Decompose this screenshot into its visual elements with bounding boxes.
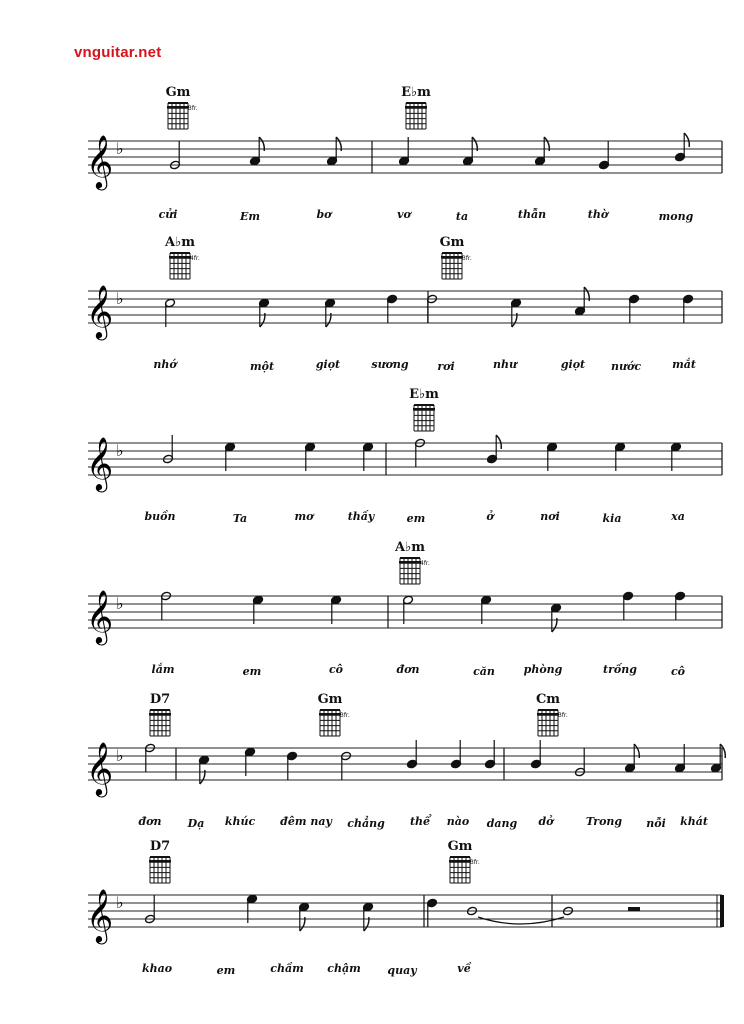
lyric-word: khát	[680, 815, 708, 828]
staff	[0, 431, 744, 491]
lyric-word: đơn	[138, 815, 162, 828]
lyric-word: ở	[486, 510, 494, 523]
lyric-word: thể	[409, 815, 431, 828]
lyric-word: kia	[602, 512, 622, 525]
lyric-word: như	[493, 358, 517, 371]
chord-name: D7	[149, 839, 171, 854]
lyric-word: chậm	[327, 962, 361, 975]
lyric-word: nhớ	[153, 358, 177, 371]
lyric-word: cô	[328, 663, 344, 676]
key-signature-flat: ♭	[116, 746, 124, 765]
lyric-word: xa	[671, 510, 685, 523]
treble-clef: 𝄞	[86, 741, 114, 795]
lyric-word: lắm	[151, 663, 175, 676]
lyric-word: nỗi	[646, 817, 666, 830]
chord-fret-label: 3fr.	[558, 712, 568, 719]
chord-fret-label: 3fr.	[470, 859, 480, 866]
lyric-word: Em	[239, 210, 261, 223]
key-signature-flat: ♭	[116, 139, 124, 158]
staff	[0, 129, 744, 189]
lyric-word: một	[249, 360, 275, 373]
chord-name: E♭m	[409, 387, 439, 402]
lyric-word: chẳng	[347, 817, 385, 830]
lyric-word: dở	[538, 815, 554, 828]
chord-diagram	[140, 692, 180, 707]
key-signature-flat: ♭	[116, 893, 124, 912]
lyric-word: buồn	[144, 510, 176, 523]
lyric-word: đêm nay	[280, 815, 332, 828]
lyric-word: em	[216, 964, 236, 977]
lyric-word: Trong	[585, 815, 623, 828]
lyric-word: sương	[371, 358, 409, 371]
rest	[628, 907, 640, 911]
lyric-word: căn	[473, 665, 495, 678]
chord-grid	[412, 403, 438, 433]
lyric-word: phòng	[523, 663, 563, 676]
chord-grid	[148, 708, 174, 738]
chord-diagram	[404, 387, 444, 402]
lyric-word: thấy	[347, 510, 375, 523]
treble-clef: 𝄞	[86, 134, 114, 188]
lyric-word: mong	[658, 210, 694, 223]
chord-name: D7	[149, 692, 171, 707]
chord-fret-label: 3fr.	[188, 105, 198, 112]
chord-fret-label: 4fr.	[420, 560, 430, 567]
lyric-word: cô	[670, 665, 686, 678]
note-flag	[684, 133, 689, 147]
staff	[0, 584, 744, 644]
tie	[478, 917, 564, 924]
lyric-word: quay	[387, 964, 417, 977]
chord-diagram	[310, 692, 350, 719]
lyric-word: em	[242, 665, 262, 678]
lyric-word: nào	[446, 815, 470, 828]
key-signature-flat: ♭	[116, 594, 124, 613]
chord-name: E♭m	[401, 85, 431, 100]
staff	[0, 279, 744, 339]
chord-diagram	[158, 85, 198, 112]
staff	[0, 883, 744, 943]
staff	[0, 736, 744, 796]
chord-fret-label: 3fr.	[340, 712, 350, 719]
chord-diagram	[160, 235, 200, 262]
lyric-word: khúc	[224, 815, 256, 828]
key-signature-flat: ♭	[116, 441, 124, 460]
lyric-word: mắt	[672, 358, 696, 371]
lyric-word: khao	[141, 962, 173, 975]
lyric-word: đơn	[396, 663, 420, 676]
chord-name: Cm	[535, 692, 561, 707]
lyric-word: mơ	[294, 510, 314, 523]
lyric-word: ta	[455, 210, 469, 223]
chord-name: A♭m	[165, 235, 195, 250]
chord-grid	[404, 101, 430, 131]
lyric-word: em	[406, 512, 426, 525]
lyric-word: vơ	[397, 208, 411, 221]
treble-clef: 𝄞	[86, 284, 114, 338]
chord-name: A♭m	[395, 540, 425, 555]
lyric-word: chầm	[270, 962, 304, 975]
lyric-word: nơi	[540, 510, 560, 523]
chord-name: Gm	[439, 235, 465, 250]
lyric-word: Dạ	[187, 817, 205, 830]
lyric-word: nước	[610, 360, 642, 373]
chord-grid	[148, 855, 174, 885]
chord-name: Gm	[165, 85, 191, 100]
lyric-word: thờ	[587, 208, 609, 221]
chord-fret-label: 4fr.	[190, 255, 200, 262]
chord-diagram	[528, 692, 568, 719]
treble-clef: 𝄞	[86, 888, 114, 942]
lyric-word: thẫn	[517, 208, 547, 221]
lyric-word: Ta	[232, 512, 248, 525]
lyric-word: về	[457, 962, 471, 975]
chord-name: Gm	[317, 692, 343, 707]
lyric-word: dang	[486, 817, 518, 830]
chord-diagram	[440, 839, 480, 866]
lyric-word: rơi	[437, 360, 455, 373]
chord-name: Gm	[447, 839, 473, 854]
lyric-word: bơ	[316, 208, 332, 221]
lyric-word: cửi	[158, 208, 178, 221]
chord-diagram	[140, 839, 180, 854]
treble-clef: 𝄞	[86, 436, 114, 490]
lyric-word: giọt	[315, 358, 341, 371]
lyric-word: giọt	[560, 358, 586, 371]
site-watermark: vnguitar.net	[74, 44, 162, 61]
key-signature-flat: ♭	[116, 289, 124, 308]
chord-diagram	[396, 85, 436, 100]
chord-fret-label: 3fr.	[462, 255, 472, 262]
treble-clef: 𝄞	[86, 589, 114, 643]
chord-diagram	[432, 235, 472, 262]
lyric-word: trống	[603, 663, 637, 676]
note-flag	[496, 435, 501, 449]
chord-diagram	[390, 540, 430, 567]
